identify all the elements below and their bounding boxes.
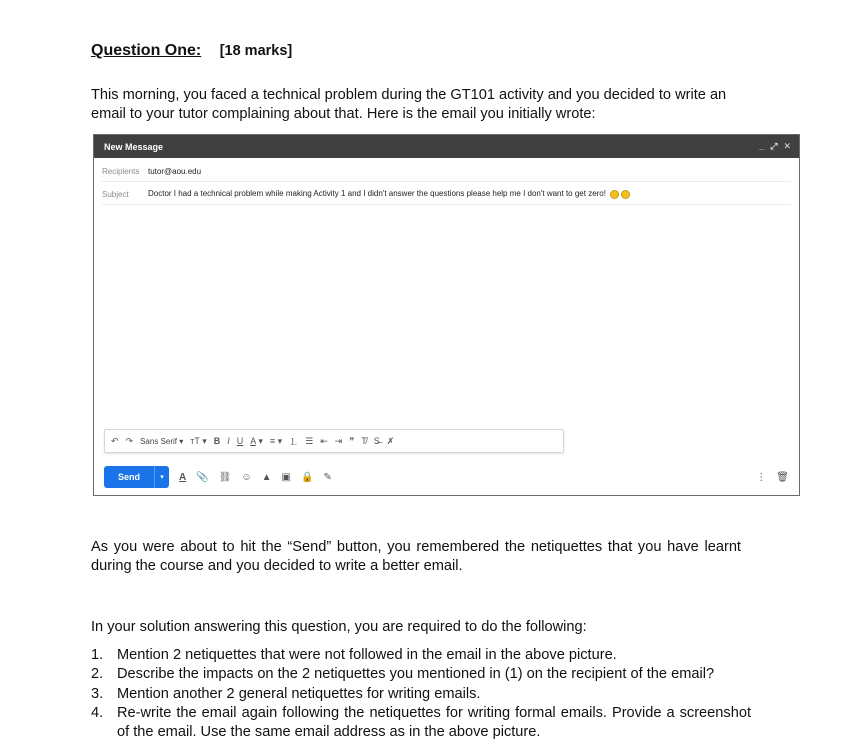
redo-icon[interactable]: ↷: [125, 435, 134, 446]
compose-actions: [179, 472, 332, 483]
question-title: Question One:: [91, 42, 202, 59]
minimize-icon[interactable]: _: [759, 141, 765, 151]
chevron-down-icon: ▾: [258, 435, 263, 446]
numbered-list-icon[interactable]: ⒈: [289, 436, 299, 447]
recipients-value[interactable]: tutor@aou.edu: [148, 166, 202, 176]
intro-paragraph: This morning, you faced a technical problem during the GT101 activity and you decided to write an email to your tutor complaining about that. Here is the email you initially wrote:: [91, 87, 727, 122]
underline-icon[interactable]: U: [236, 436, 244, 446]
confidential-mode-icon[interactable]: 🔒: [300, 471, 314, 483]
list-item-text: Mention 2 netiquettes that were not followed in the email in the above picture.: [117, 647, 617, 663]
send-button[interactable]: [104, 466, 169, 488]
indent-less-icon[interactable]: ⇤: [320, 435, 328, 446]
bulleted-list-icon[interactable]: ☰: [305, 435, 314, 446]
compose-right-actions: [756, 472, 789, 483]
chevron-down-icon: ▾: [277, 435, 283, 446]
signature-icon[interactable]: ✎: [323, 471, 332, 483]
indent-more-icon[interactable]: ⇥: [334, 435, 343, 446]
align-icon[interactable]: [270, 436, 282, 447]
close-icon[interactable]: ✕: [783, 141, 791, 151]
trash-icon[interactable]: 🗑: [776, 471, 789, 483]
compose-title: New Message: [104, 141, 164, 152]
font-size-icon[interactable]: [190, 436, 207, 447]
subject-field[interactable]: [102, 184, 791, 205]
font-select[interactable]: [140, 437, 183, 446]
send-button-label: Send: [118, 472, 141, 482]
insert-link-icon[interactable]: ⛓: [218, 471, 232, 483]
crying-emoji-icon: [621, 190, 630, 199]
bold-icon[interactable]: B: [213, 436, 221, 446]
list-item: [91, 665, 751, 684]
compose-header: [94, 135, 799, 158]
question-marks: [18 marks]: [219, 43, 293, 59]
paragraph-requirements: In your solution answering this question, you are required to do the following:: [91, 619, 587, 635]
list-item-number: 1.: [91, 647, 104, 663]
paragraph-netiquettes: As you were about to hit the “Send” button, you remembered the netiquettes that you have learnt during the course and you decided to write a better email.: [91, 539, 741, 574]
list-item-number: 4.: [91, 704, 104, 721]
compose-bottom-bar: [104, 465, 789, 489]
remove-format-icon[interactable]: ✗: [386, 435, 395, 446]
formatting-toolbar: [104, 429, 564, 453]
text-color-glyph: A: [250, 435, 256, 446]
window-controls: [759, 141, 791, 152]
text-color-icon[interactable]: [250, 436, 263, 447]
insert-photo-icon[interactable]: ▣: [281, 471, 291, 483]
list-item-text: Re-write the email again following the netiquettes for writing formal emails. Provide a screenshot of the email. Use the same email address as in the above picture.: [117, 704, 751, 741]
task-list: [91, 646, 751, 742]
list-item: [91, 646, 751, 665]
list-item-text: Describe the impacts on the 2 netiquettes you mentioned in (1) on the recipient of the email?: [117, 666, 715, 683]
subject-label: Subject: [102, 189, 129, 199]
crying-emoji-icon: [610, 190, 619, 199]
subject-value[interactable]: [148, 189, 630, 198]
subject-text: Doctor I had a technical problem while making Activity 1 and I didn't answer the questions please help me I don't want to get zero!: [148, 189, 606, 199]
formatting-options-icon[interactable]: A: [179, 471, 187, 483]
chevron-down-icon: ▾: [179, 436, 184, 446]
insert-emoji-icon[interactable]: ☺: [241, 471, 252, 483]
strikethrough-icon[interactable]: S̶: [373, 436, 380, 446]
list-item-text: Mention another 2 general netiquettes for writing emails.: [117, 685, 481, 702]
italic-icon[interactable]: I: [227, 436, 230, 446]
send-options-chevron-icon[interactable]: ▾: [154, 466, 169, 488]
list-item: [91, 685, 751, 704]
email-compose-window: [93, 134, 800, 496]
undo-icon[interactable]: ↶: [111, 435, 119, 446]
drive-icon[interactable]: ▲: [261, 471, 272, 483]
recipients-field[interactable]: [102, 161, 791, 182]
align-glyph: ≡: [269, 435, 276, 446]
question-heading: [91, 42, 292, 60]
expand-icon[interactable]: ⤢: [770, 141, 778, 151]
text-size-icon: ᴛT: [190, 435, 200, 446]
chevron-down-icon: ▾: [202, 435, 207, 446]
attach-file-icon[interactable]: 📎: [196, 471, 209, 483]
list-item: [91, 704, 751, 743]
font-select-value: Sans Serif: [140, 436, 177, 446]
clear-format-icon[interactable]: T̸: [361, 436, 367, 446]
list-item-number: 2.: [91, 666, 104, 683]
list-item-number: 3.: [91, 685, 104, 702]
quote-icon[interactable]: ❞: [349, 435, 355, 446]
recipients-label: Recipients: [102, 166, 140, 176]
more-options-icon[interactable]: ⋮: [756, 471, 767, 483]
